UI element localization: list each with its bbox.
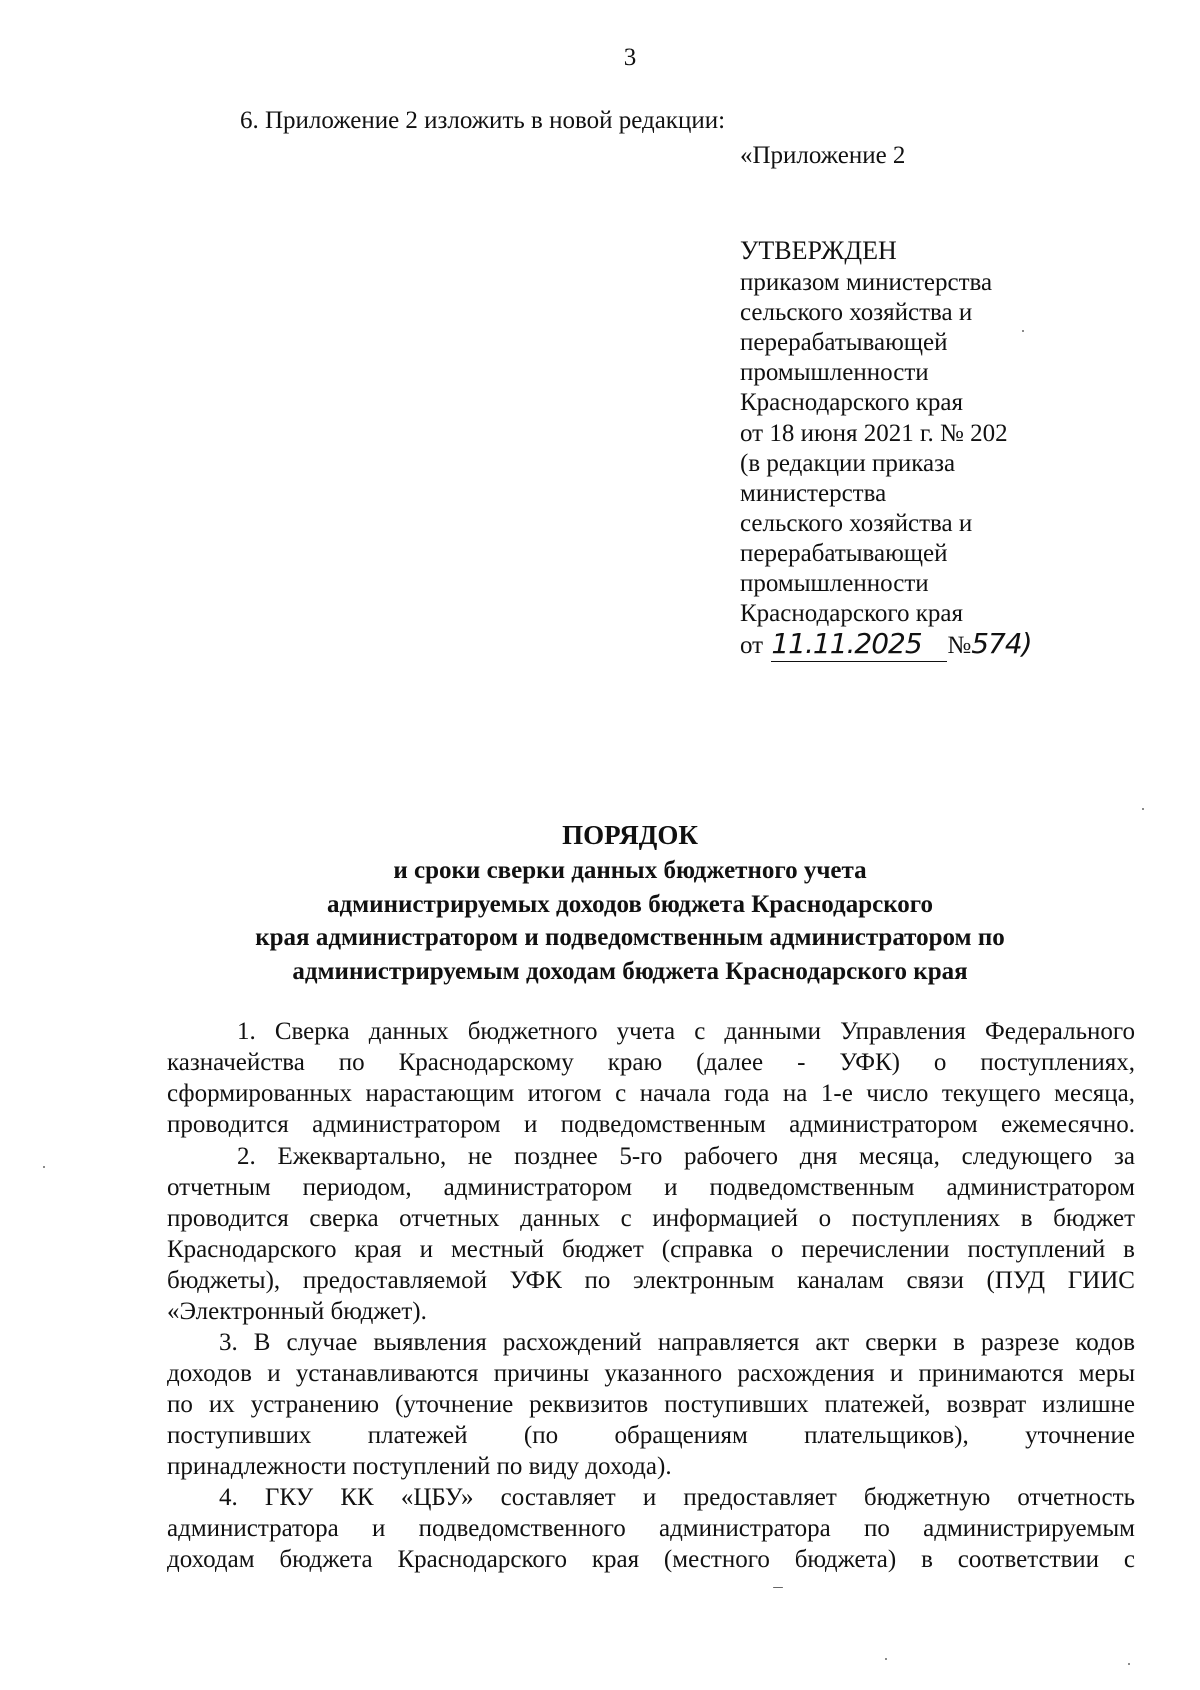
approval-date-line xyxy=(740,629,1032,662)
page-number: 3 xyxy=(623,44,637,71)
handwritten-date: 11.11.2025 xyxy=(771,627,922,660)
scan-speck xyxy=(1142,808,1144,810)
paragraph-line: поступивших платежей (по обращениям плательщиков), уточнение xyxy=(167,1422,1135,1449)
paragraph-line: отчетным периодом, администратором и подведомственным администратором xyxy=(167,1174,1135,1201)
approval-line: (в редакции приказа xyxy=(740,450,956,477)
paragraph-line: доходам бюджета Краснодарского края (местного бюджета) в соответствии с xyxy=(167,1546,1135,1573)
document-subtitle-line: и сроки сверки данных бюджетного учета xyxy=(393,857,867,884)
approval-line: перерабатывающей xyxy=(740,540,948,567)
paragraph-line: казначейства по Краснодарскому краю (далее - УФК) о поступлениях, xyxy=(167,1049,1135,1076)
paragraph-line: бюджеты), предоставляемой УФК по электронным каналам связи (ПУД ГИИС xyxy=(167,1267,1135,1294)
paragraph-line: 2. Ежеквартально, не позднее 5-го рабочего дня месяца, следующего за xyxy=(237,1143,1135,1170)
approval-line: промышленности xyxy=(740,570,929,597)
scan-speck xyxy=(1128,1663,1130,1665)
scan-speck xyxy=(885,1658,887,1660)
scan-speck xyxy=(773,1587,783,1588)
approval-line: от 18 июня 2021 г. № 202 xyxy=(740,420,1008,447)
paragraph-line: «Электронный бюджет). xyxy=(167,1298,427,1325)
paragraph-1 xyxy=(167,1016,1135,1140)
approval-line: Краснодарского края xyxy=(740,389,963,416)
paragraph-4 xyxy=(167,1482,1135,1575)
document-subtitle-line: администрируемых доходов бюджета Краснодарского xyxy=(326,891,934,918)
paragraph-line: 3. В случае выявления расхождений направляется акт сверки в разрезе кодов xyxy=(219,1329,1135,1356)
scan-speck xyxy=(43,1166,45,1168)
approval-from-prefix: от xyxy=(740,632,764,659)
approval-heading: УТВЕРЖДЕН xyxy=(740,236,897,265)
approval-line: сельского хозяйства и xyxy=(740,510,973,537)
paragraph-line: 1. Сверка данных бюджетного учета с данными Управления Федерального xyxy=(237,1018,1135,1045)
approval-line: министерства xyxy=(740,480,887,507)
approval-line: промышленности xyxy=(740,359,929,386)
scan-speck xyxy=(1022,330,1024,332)
paragraph-line: администратора и подведомственного администратора по администрируемым xyxy=(167,1515,1135,1542)
paragraph-line: сформированных нарастающим итогом с начала года на 1-е число текущего месяца, xyxy=(167,1080,1135,1107)
paragraph-line: принадлежности поступлений по виду дохода). xyxy=(167,1453,672,1480)
paragraph-line: проводится сверка отчетных данных с информацией о поступлениях в бюджет xyxy=(167,1205,1135,1232)
approval-number-prefix: № xyxy=(947,632,972,659)
document-subtitle-line: края администратором и подведомственным администратором по xyxy=(255,924,1005,951)
paragraph-2 xyxy=(167,1141,1135,1327)
approval-line: Краснодарского края xyxy=(740,600,963,627)
paragraph-line: Краснодарского края и местный бюджет (справка о перечислении поступлений в xyxy=(167,1236,1135,1263)
paragraph-line: по их устранению (уточнение реквизитов поступивших платежей, возврат излишне xyxy=(167,1391,1135,1418)
paragraph-line: проводится администратором и подведомственным администратором ежемесячно. xyxy=(167,1111,1135,1138)
handwritten-date-field xyxy=(771,629,947,662)
amendment-intro: 6. Приложение 2 изложить в новой редакции: xyxy=(240,107,726,134)
paragraph-3 xyxy=(167,1327,1135,1482)
paragraph-line: 4. ГКУ КК «ЦБУ» составляет и предоставляет бюджетную отчетность xyxy=(219,1484,1135,1511)
approval-line: приказом министерства xyxy=(740,269,993,296)
paragraph-line: доходов и устанавливаются причины указанного расхождения и принимаются меры xyxy=(167,1360,1135,1387)
appendix-label: «Приложение 2 xyxy=(740,142,906,169)
approval-line: перерабатывающей xyxy=(740,329,948,356)
handwritten-number: 574) xyxy=(971,627,1032,660)
document-subtitle-line: администрируемым доходам бюджета Краснодарского края xyxy=(292,958,968,985)
approval-line: сельского хозяйства и xyxy=(740,299,973,326)
document-title: ПОРЯДОК xyxy=(562,820,698,850)
